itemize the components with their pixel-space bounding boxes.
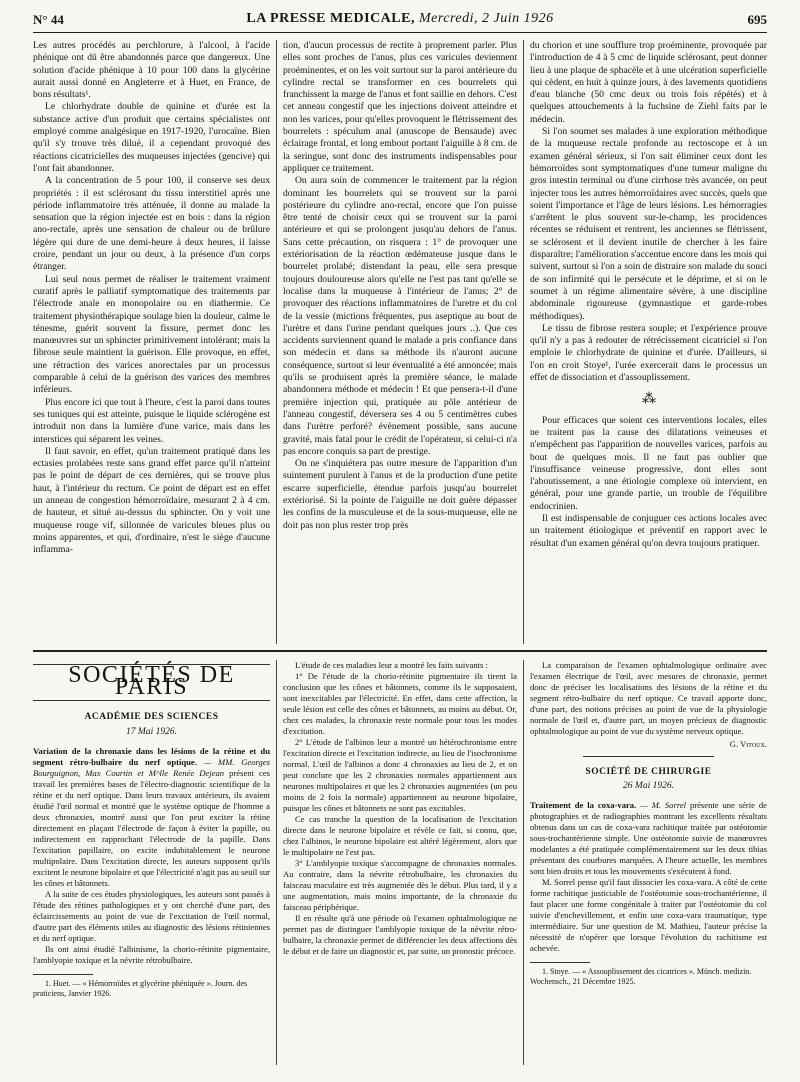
- journal-date: Mercredi, 2 Juin 1926: [418, 11, 554, 26]
- paragraph: 3° L'amblyopie toxique s'accompagne de chronaxies normales. Au contraire, dans la névrite rétrobulbaire, les chronaxies du faisceau maculaire est très augmentée dès le début. Plus tard, il y a une augmentation, mais moins importante, de la chronaxie du faisceau périphérique.: [283, 858, 517, 912]
- column-divider: [523, 660, 524, 1065]
- societes-column-3: [530, 660, 767, 1060]
- paragraph: Il est indispensable de conjuguer ces actions locales avec un traitement étiologique et préventif en rapport avec le résultat d'un examen général qu'on devra toujours pratiquer.: [530, 512, 767, 549]
- divider-rule: [583, 756, 713, 757]
- footnote: 1. Huet. — « Hémorroïdes et glycérine phéniquée ». Journ. des praticiens, Janvier 1926.: [33, 979, 248, 999]
- paragraph: 2° L'étude de l'albinos leur a montré un hétérochronisme entre l'excitation directe et l'excitation indirecte, au lieu de l'isochronisme normal. L'œil de l'albinos a donc 4 chronaxies au lieu de 2, et on peut conclure que les 2 chronaxies normales appartiennent aux neurones multipolaires et que les 2 chronaxies augmentées (un peu moins de 2 fois la normale) appartiennent au neurone bipolaire, puisque les cônes et bâtonnets ne sont pas excitables.: [283, 737, 517, 813]
- society-heading: SOCIÉTÉ DE CHIRURGIE: [585, 767, 712, 777]
- paragraph: Le chlorhydrate double de quinine et d'urée est la substance active d'un produit que certains spécialistes ont employé comme analgésique en 1917-1920, l'urocaïne. Bien qu'il s'y trouve très dilué, il a cependant provoqué des réactions cicatricielles des muqueuses injectées (gencive) qui l'ont fait abandonner.: [33, 101, 270, 174]
- paragraph: A la suite de ces études physiologiques, les auteurs sont passés à l'étude des rétines pathologiques et y ont cherché d'une part, des éclaircissements au point de vue de l'excitation de l'œil normal, d'autre part des éléments utiles au diagnostic des lésions rétiniennes et du nerf optique.: [33, 889, 270, 944]
- article-column-3: [530, 40, 767, 640]
- paragraph: La comparaison de l'examen ophtalmologique ordinaire avec l'examen électrique de l'œil, avec mesures de chronaxie, permet donc de préciser les localisations des lésions de la rétine et du segment rétro-bulbaire du nerf optique. Ce travail apporte donc, d'une part, des notions précises au point de vue de la physiologie normale de l'œil et, d'autre part, un moyen précieux de diagnostic ophtalmologique au point de vue du système nerveux optique.: [530, 660, 767, 736]
- running-title: [33, 11, 767, 27]
- paragraph: Si l'on soumet ses malades à une exploration méthodique de la muqueuse rectale profonde au rectoscope et à un examen général sérieux, si l'on sait éliminer ceux dont les hémorroïdes sont symptomatiques d'une tumeur maligne du gros intestin terminal ou d'une cirrhose très avancée, on peut injecter tous les autres hémorroïdaires avec succès, quels que soient l'importance et l'âge de leurs lésions. Les hémorragies s'arrêtent le plus souvent sur-le-champ, les procidences récentes se réduisent et rentrent, les anciennes se flétrissent, se sclérosent et il devient inutile de chercher à les faire disparaître; l'amélioration s'accentue encore dans les mois qui suivent, surtout si l'on a soin de distraire son malade du souci de son infirmité qui le persécute et le déprime, et si on le soumet à un régime alimentaire sévère, à une discipline abdominale rigoureuse (gymnastique et garde-robes méthodiques).: [530, 126, 767, 322]
- session-date: 26 Mai 1926.: [623, 781, 674, 791]
- report-author: — M. Sorrel: [636, 800, 690, 810]
- paragraph: M. Sorrel pense qu'il faut dissocier les coxa-vara. A côté de cette forme rachitique justiciable de l'ostéotomie sous-trochantérienne, il faut placer une forme congénitale à traiter par l'ostéotomie du col suivie d'enchevillement, et enfin une coxa-vara traumatique, type intermédiaire. Sur une question de M. Mathieu, l'auteur précise la nécessité de n'opérer que lorsque l'évolution du rachitisme est achevée.: [530, 877, 767, 953]
- footnote-rule: [530, 962, 590, 963]
- column-divider: [276, 40, 277, 644]
- societes-column-1: [33, 660, 270, 1060]
- report-text: présent ces travail les premières bases de l'électro-diagnostic scientifique de la rétine et du nerf optique. Dans leurs travaux antérieurs, ils avaient étudié l'œil normal et montré que le système optique de l'homme a deux chronaxies, montré aussi que l'on peut exciter la rétine directement en plaçant l'électrode de façon à éviter la papille, ou indirectement en rapprochant l'électrode de la papille. Dans l'excitation papillaire, on excite indubitablement le neurone multipolaire. Dans l'excitation directe, les auteurs supposent qu'ils excitent le neurone bipolaire et que l'électricité n'agit pas au seuil sur les cônes et bâtonnets.: [33, 768, 270, 889]
- footnote-rule: [33, 974, 93, 975]
- page-header: [33, 10, 767, 33]
- column-divider: [523, 40, 524, 644]
- societes-column-2: [283, 660, 517, 1060]
- society-heading: ACADÉMIE DES SCIENCES: [84, 711, 219, 722]
- signature: G. Vitoux.: [729, 739, 767, 749]
- paragraph: Les autres procédés au perchlorure, à l'alcool, à l'acide phénique ont dû être abandonnés parce que dangereux. Une solution d'acide phénique à 10 pour 100 dans la glycérine aurait aussi donné en Angleterre et à Huet, en France, de bons résultats¹.: [33, 40, 270, 101]
- article-column-1: [33, 40, 270, 640]
- paragraph: Plus encore ici que tout à l'heure, c'est la paroi dans toutes ses tuniques qui est atteinte, puisque le liquide sclérogène est introduit non dans la lumière d'une varice, mais dans les interstices qui séparent les veines.: [33, 396, 270, 445]
- paragraph: On ne s'inquiétera pas outre mesure de l'apparition d'un suintement purulent à l'anus et de la production d'une petite escarre superficielle, étendue parfois jusqu'au bourrelet extériorisé. Si la pointe de l'aiguille ne doit guère dépasser les confins de la musculeuse et de la sous-muqueuse, elle ne doit pas non plus rester trop près: [283, 458, 517, 531]
- page-number-right: 695: [747, 12, 767, 27]
- report-authors: — MM. Georges Bourguignon, Max Courtin et M^lle Renée Dejean: [33, 757, 270, 779]
- paragraph: On aura soin de commencer le traitement par la région dominant les bourrelets qui se trouvent sur la paroi postérieure du cylindre ano-rectal, encore que l'on puisse être tenté de choisir ceux qui se trouvent sur la paroi antérieure et qui se prolongent jusqu'au dehors de l'anus. Sans cette précaution, on risquera : 1° de provoquer une extériorisation de la réaction œdémateuse jusque dans le bourrelet prolabé; distendant la peau, elle sera presque toujours douloureuse alors qu'elle ne l'est pas tant qu'elle se localise dans la muqueuse à l'intérieur de l'anus; 2° de provoquer des réactions inflammatoires de l'uretre et du col de la vessie (mictions fréquentes, pus aseptique au bout de l'urètre et dans l'urine pendant quelques jours ..). Que ces accidents surviennent quand le malade a pris confiance dans son médecin et dans sa méthode ils n'auront aucune conséquence, surtout si leur éventualité a été annoncée; mais qu'ils se produisent après la première séance, le malade abandonnera méthode et médecin ! Et que pensera-t-il d'une première injection qui, pratiquée au pôle antérieur de l'anneau congestif, déversera ses 4 ou 5 centimètres cubes dans l'urètre perforé? évènement possible, sans aucune gravité, mais fatal pour le crédit de l'opérateur, si celui-ci n'a pas encore conquis sa part de prestige.: [283, 175, 517, 457]
- section-title: SOCIÉTÉS DE PARIS: [33, 664, 270, 701]
- section-asterism: ⁂: [642, 392, 655, 408]
- session-date: 17 Mai 1926.: [126, 726, 177, 737]
- journal-name: LA PRESSE MEDICALE,: [246, 11, 415, 26]
- paragraph: Pour efficaces que soient ces interventions locales, elles ne traitent pas la cause des dilatations veineuses et n'empêchent pas l'apparition de nouvelles varices, parfois au bout de quelques mois. Il ne faut pas oublier que l'insuffisance veineuse progressive, dont elles sont l'aboutissement, a une étiologie complexe où intervient, en général, pour une grande partie, un trouble de l'équilibre endocrinien.: [530, 414, 767, 512]
- report-title: Variation de la chronaxie dans les lésions de la rétine et du segment rétro-bulbaire du nerf optique.: [33, 746, 270, 768]
- column-divider: [276, 660, 277, 1065]
- paragraph: du chorion et une soufflure trop proéminente, provoquée par l'introduction de 4 à 5 cmc de liquide sclérosant, peut donner lieu à une plaque de sphacèle et à une ulcération superficielle qui cèdent, en huit à quinze jours, à des lavements quotidiens d'eau blanche (50 cmc deux ou trois fois répétés) et à quelques attouchements à la fuchsine de Ziehl faits par le médecin.: [530, 40, 767, 125]
- paragraph: L'étude de ces maladies leur a montré les faits suivants :: [295, 660, 488, 670]
- report-text: présente une série de photographies et de radiographies montrant les excellents résultats obtenus dans un cas de coxa-vara rachitique traitée par ostéotomie sous-trochantérienne simple. Une ostéotomie suivie de manœuvres modelantes a été pratiquée complémentairement sur les deux tibias présentant des courbures marquées. A l'heure actuelle, les membres sont bien droits et tous les mouvements s'exécutent à fond.: [530, 800, 767, 876]
- paragraph: 1° De l'étude de la chorio-rétinite pigmentaire ils tirent la conclusion que les cônes et bâtonnets, comme ils le supposaient, sont inexcitables par l'électricité. En effet, dans cette affection, la seule lésion est celle des cônes et bâtonnets, au moins au début. Or, chez ces malades, la chronaxie reste normale pour tous les modes d'excitation.: [283, 671, 517, 736]
- page-number-left: N° 44: [33, 12, 64, 27]
- paragraph: Ce cas tranche la question de la localisation de l'excitation directe dans le neurone bipolaire et révèle ce fait, si connu, que, chez l'albinos, le neurone bipolaire est altéré légèrement, alors que le multipolaire ne l'est pas.: [283, 814, 517, 857]
- report-paragraph: [33, 746, 270, 889]
- paragraph: A la concentration de 5 pour 100, il conserve ses deux propriétés : il est sclérosant du tissu interstitiel après une période inflammatoire très atténuée, il donne au malade la sensation que la région injectée est en bois : dans la région ano-rectale, après une sensation de chaleur ou de brûlure légère qui dure de une demi-heure à deux heures, il laisse croire, pendant un jour ou deux, à la présence d'un corps étranger.: [33, 175, 270, 273]
- paragraph: Il en résulte qu'à une période où l'examen ophtalmologique ne permet pas de distinguer l'amblyopie toxique de la névrite rétro-bulbaire, la chronaxie permet de différencier les deux affections dès le début et de faire un diagnostic et, par suite, un pronostic précoce.: [283, 913, 517, 956]
- paragraph: Le tissu de fibrose restera souple; et l'expérience prouve qu'il n'y a pas à redouter de rétrécissement cicatriciel si l'on emploie le chlorhydrate de quinine et d'urée. D'ailleurs, si l'on en croit Stoye¹, l'urée exercerait dans le processus un effet de dissociation et d'assouplissement.: [530, 322, 767, 384]
- paragraph: Ils ont ainsi étudié l'albinisme, la chorio-rétinite pigmentaire, l'amblyopie toxique et la névrite rétrobulbaire.: [33, 944, 270, 966]
- paragraph: Lui seul nous permet de réaliser le traitement vraiment curatif après le palliatif symptomatique des traitements par l'électrode anale en monopolaire ou en diathermie. Ce traitement physiothérapique soulage bien la douleur, calme le ténesme, guérit souvent la fissure, permet donc les manœuvres sur un sphincter primitivement intolérant; mais la fibrose seule maintient la guérison. Elle provoque, en effet, une rétraction des varices anorectales par un processus comparable à celui de la guérison des varices des membres inférieurs.: [33, 273, 270, 396]
- footnote: 1. Stoye. — « Assouplissement des cicatrices ». Münch. medizin. Wochensch., 21 Décembre 1925.: [530, 967, 752, 986]
- report-paragraph: [530, 800, 767, 877]
- report-title: Traitement de la coxa-vara.: [530, 800, 637, 810]
- article-column-2: [283, 40, 517, 640]
- paragraph: tion, d'aucun processus de rectite à proprement parler. Plus elles sont proches de l'anus, plus ces varicules deviennent proéminentes, et on les voit surtout sur la paroi antérieure du cylindre rectal se transformer en ces bourrelets qui franchissent la marge de l'anus et font saillie en dehors. C'est cet anneau congestif que les injections doivent atteindre et non les varices, pour qu'elles provoquent le flétrissement des bourrelets : spéculum anal (anuscope de Bensaude) avec éclairage frontal, et long embout portant l'aiguille à 8 cm. de la seringue, sont donc des instruments indispensables pour appliquer ce traitement.: [283, 40, 517, 174]
- paragraph: Il faut savoir, en effet, qu'un traitement pratiqué dans les ectasies prolabées reste sans grand effet parce qu'il n'atteint pas le point de départ de ces dernières, qui se trouve plus haut, à l'intérieur du rectum. Ce point de départ est en effet un anneau de congestion hémorroïdaire, mesurant 2 à 4 cm. de hauteur, et situé au-dessus du sphincter. On y voit une muqueuse rouge vif, sillonnée de varicules bleues plus ou moins apparentes, et qui, d'ordinaire, n'est le siège d'aucune inflamma-: [33, 445, 270, 556]
- section-divider: [33, 650, 767, 652]
